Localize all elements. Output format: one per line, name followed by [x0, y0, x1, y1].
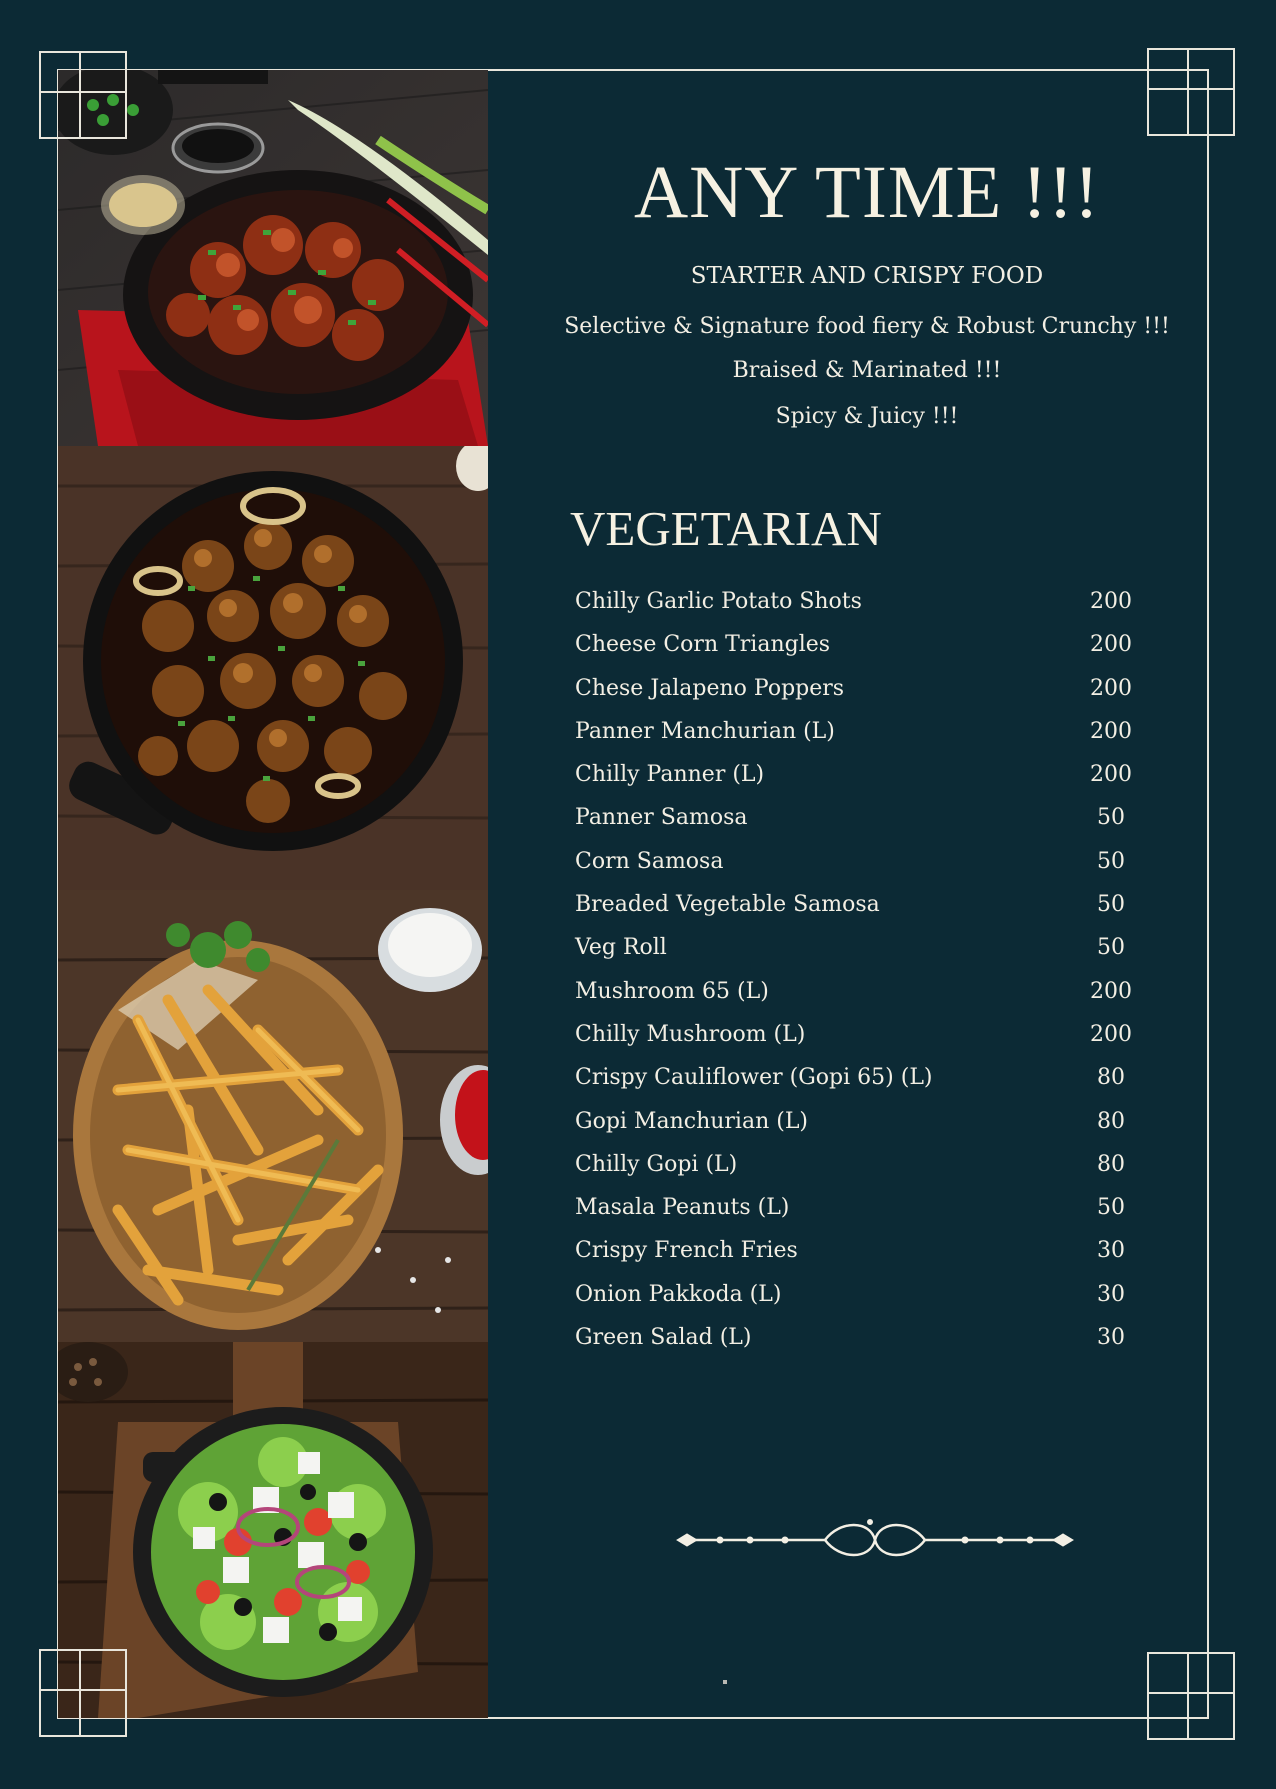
mushroom-skillet-photo: [58, 446, 488, 890]
menu-item-price: 80: [1097, 1065, 1125, 1091]
menu-item-name: Chilly Panner (L): [575, 762, 765, 788]
menu-item-price: 50: [1097, 935, 1125, 961]
menu-item-price: 50: [1097, 805, 1125, 831]
menu-item-price: 200: [1090, 675, 1132, 701]
menu-item: [575, 1152, 1145, 1195]
menu-item: [575, 1325, 1145, 1368]
page-title: ANY TIME !!!: [633, 151, 1101, 234]
photo-column: [58, 70, 488, 1718]
menu-item-name: Chilly Mushroom (L): [575, 1021, 806, 1047]
menu-item-price: 30: [1097, 1238, 1125, 1264]
menu-item-name: Masala Peanuts (L): [575, 1195, 790, 1221]
menu-item: [575, 979, 1145, 1022]
menu-item: [575, 676, 1145, 719]
menu-item: [575, 1109, 1145, 1152]
menu-list: [575, 589, 1145, 1368]
french-fries-photo: [58, 890, 488, 1342]
menu-item-price: 200: [1090, 978, 1132, 1004]
menu-item-name: Chilly Gopi (L): [575, 1151, 738, 1177]
menu-item-price: 50: [1097, 892, 1125, 918]
menu-item-name: Breaded Vegetable Samosa: [575, 892, 880, 918]
tagline: Selective & Signature food fiery & Robust Crunchy !!!: [564, 314, 1170, 339]
menu-item: [575, 632, 1145, 675]
menu-item: [575, 1282, 1145, 1325]
menu-item-price: 30: [1097, 1325, 1125, 1351]
menu-item-price: 50: [1097, 1195, 1125, 1221]
menu-item-price: 80: [1097, 1151, 1125, 1177]
menu-item: [575, 589, 1145, 632]
menu-item-price: 200: [1090, 1021, 1132, 1047]
corner-ornament-top-left-icon: [38, 50, 130, 142]
menu-item-price: 30: [1097, 1281, 1125, 1307]
menu-item-name: Veg Roll: [575, 935, 667, 961]
page-subtitle: STARTER AND CRISPY FOOD: [690, 263, 1044, 289]
frame-right-line: [1207, 69, 1209, 1719]
menu-item-name: Gopi Manchurian (L): [575, 1108, 809, 1134]
menu-item: [575, 1022, 1145, 1065]
menu-item-name: Corn Samosa: [575, 848, 724, 874]
menu-item-price: 50: [1097, 848, 1125, 874]
menu-item-price: 80: [1097, 1108, 1125, 1134]
section-title: VEGETARIAN: [570, 501, 882, 556]
menu-item-price: 200: [1090, 718, 1132, 744]
menu-item-name: Panner Samosa: [575, 805, 748, 831]
menu-item: [575, 849, 1145, 892]
menu-item-name: Crispy French Fries: [575, 1238, 798, 1264]
tagline: Braised & Marinated !!!: [732, 358, 1002, 383]
menu-item: [575, 719, 1145, 762]
menu-item-name: Chese Jalapeno Poppers: [575, 675, 845, 701]
menu-item-name: Cheese Corn Triangles: [575, 632, 831, 658]
menu-item-price: 200: [1090, 632, 1132, 658]
corner-ornament-bottom-right-icon: [1146, 1651, 1238, 1743]
menu-item-name: Chilly Garlic Potato Shots: [575, 589, 862, 614]
flourish-divider-icon: [675, 1510, 1075, 1570]
menu-item-name: Mushroom 65 (L): [575, 978, 769, 1004]
corner-ornament-bottom-left-icon: [38, 1648, 130, 1740]
small-dot: [723, 1680, 727, 1684]
menu-item: [575, 1065, 1145, 1108]
menu-item: [575, 892, 1145, 935]
tagline: Spicy & Juicy !!!: [775, 404, 959, 429]
menu-item: [575, 935, 1145, 978]
menu-item-price: 200: [1090, 762, 1132, 788]
menu-item-name: Green Salad (L): [575, 1325, 752, 1351]
menu-item-name: Onion Pakkoda (L): [575, 1281, 782, 1307]
menu-item: [575, 1238, 1145, 1281]
menu-item: [575, 805, 1145, 848]
menu-item-price: 200: [1090, 589, 1132, 614]
menu-item-name: Panner Manchurian (L): [575, 718, 835, 744]
menu-item-name: Crispy Cauliflower (Gopi 65) (L): [575, 1065, 933, 1091]
menu-item: [575, 1195, 1145, 1238]
corner-ornament-top-right-icon: [1146, 47, 1238, 139]
menu-item: [575, 762, 1145, 805]
